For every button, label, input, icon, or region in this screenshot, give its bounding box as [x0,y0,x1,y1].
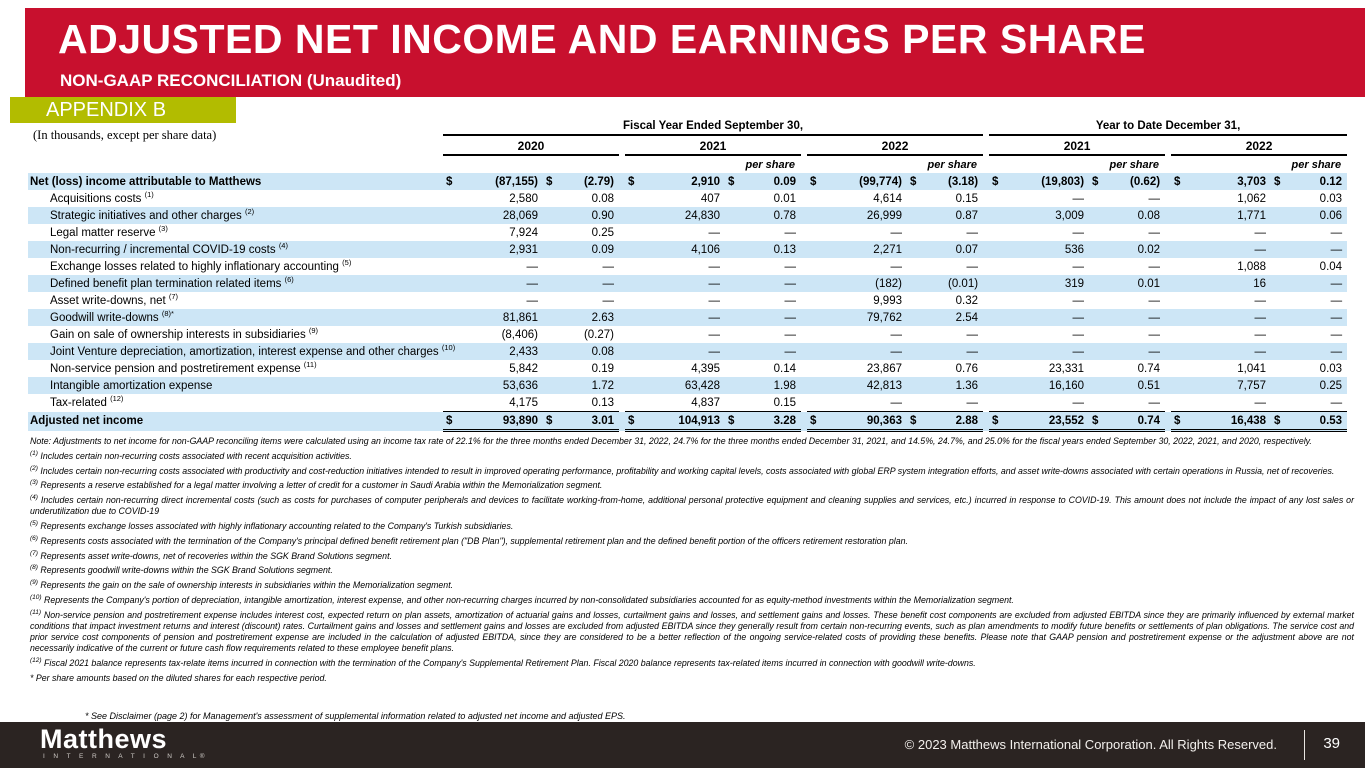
table-row [28,309,1347,326]
table-row [28,258,1347,275]
per-share-cell: — [1148,311,1161,324]
per-share-cell: — [784,226,796,239]
amount-cell: — [1072,260,1085,273]
footnote: $^{(2)}$ Includes certain non-recurring costs associated with productivity and cost-reduction initiatives intended to result in improved operating performance, profitability and working capital levels, costs associated with global ERP system integration efforts, and asset write-downs associated with certain operations in Russia, net of recoveries. [30,464,1335,476]
logo-subtext: I N T E R N A T I O N A L® [43,753,208,761]
per-share-cell: $ 0.74 [1089,412,1165,431]
copyright-text: © 2023 Matthews International Corporation. All Rights Reserved. [904,737,1277,752]
per-share-cell: $ (2.79) [546,175,614,188]
amount-cell: $ (87,155) [446,175,538,188]
fiscal-year-group-header: Fiscal Year Ended September 30, [443,119,983,135]
table-body [28,173,1347,431]
per-share-cell: 0.01 [773,192,796,205]
amount-cell: — [708,311,720,324]
amount-cell: — [526,277,538,290]
amount-cell: $ (99,774) [810,175,902,188]
amount-cell: 1,771 [1237,209,1267,222]
amount-cell: $ 23,552 [989,412,1089,431]
row-label: Defined benefit plan termination related items $^{(6)}$ [50,274,294,290]
page-subtitle: NON-GAAP RECONCILIATION (Unaudited) [60,71,402,90]
table-row [28,412,1347,431]
amount-cell: $ 16,438 [1171,412,1271,431]
amount-cell: 2,931 [509,243,538,256]
footnote: $^{(8)}$ Represents goodwill write-downs within the SGK Brand Solutions segment. [30,564,333,576]
amount-cell: — [1254,311,1267,324]
per-share-cell: 1.36 [955,379,979,392]
per-share-cell: $ 0.12 [1274,175,1343,188]
per-share-cell: — [1148,226,1161,239]
per-share-cell: — [602,294,614,307]
per-share-cell: — [1148,192,1161,205]
year-header-fy2020: 2020 [443,135,619,155]
amount-cell: — [526,294,538,307]
amount-cell: 7,924 [509,226,538,239]
amount-cell: 63,428 [684,379,720,392]
amount-cell: — [1254,345,1267,358]
per-share-cell: — [1330,311,1343,324]
per-share-cell: 0.03 [1319,362,1343,375]
row-label: Adjusted net income [30,415,144,427]
per-share-cell: 0.78 [773,209,796,222]
amount-cell: — [890,260,902,273]
footnote: $^{(11)}$ Non-service pension and postretirement expense includes interest cost, expected return on plan assets, amortization of actuarial gains and losses, curtailment gains and losses, and settlement gains and losses. These benefit cost components are excluded from adjusted EBITDA since they are primarily influenced by external market conditions that impact investment returns and interest (discount) rates. Curtailment gains and losses and settlement gains and losses are excluded from adjusted EBITDA since they generally result from certain non-recurring events, such as plan amendments to modify future benefits or settlements of plan obligations. The service cost and prior service cost components of pension and postretirement expense are included in the calculation of adjusted EBITDA, since they are considered to be a better reflection of the ongoing service-related costs of providing these benefits. Please note that GAAP pension and postretirement expense or the adjustment above are not necessarily indicative of the current or future cash flow requirements related to these employee benefit plans. [30,608,1354,654]
row-label: Net (loss) income attributable to Matthews [30,175,262,188]
disclaimer-note: * See Disclaimer (page 2) for Management's assessment of supplemental information related to adjusted net income and adjusted EPS. [85,711,626,721]
amount-cell: 4,106 [691,243,720,256]
footer-divider [1304,730,1306,760]
per-share-cell: $ (3.18) [910,175,979,188]
per-share-cell: — [1330,294,1343,307]
per-share-cell: 0.15 [955,192,979,205]
amount-cell: — [708,226,720,239]
table-row [28,241,1347,258]
per-share-header-row [28,155,1347,173]
per-share-cell: 0.04 [1319,260,1343,273]
amount-cell: — [708,277,720,290]
amount-cell: 319 [1064,277,1085,290]
page-number: 39 [1323,735,1340,752]
amount-cell: — [1254,396,1267,409]
per-share-cell: — [784,311,796,324]
amount-cell: — [708,328,720,341]
amount-cell: 28,069 [502,209,538,222]
amount-cell: — [1072,345,1085,358]
footer-bar [0,722,1365,768]
amount-cell: — [526,260,538,273]
per-share-cell: — [966,260,979,273]
amount-cell: (182) [875,277,902,290]
amount-cell: 53,636 [502,379,538,392]
per-share-cell: 0.15 [773,396,796,409]
footnote: $^{(7)}$ Represents asset write-downs, net of recoveries within the SGK Brand Solutions segment. [30,549,392,561]
per-share-cell: 0.08 [591,345,614,358]
amount-cell: — [708,260,720,273]
per-share-cell: 2.63 [591,311,614,324]
row-label: Tax-related $^{(12)}$ [50,393,124,409]
per-share-cell: 0.13 [591,396,614,409]
row-label: Exchange losses related to highly inflationary accounting $^{(5)}$ [50,257,352,273]
matthews-logo [40,725,208,760]
per-share-cell: — [1148,294,1161,307]
amount-cell: 2,580 [509,192,538,205]
per-share-cell: — [966,226,979,239]
per-share-cell: 0.09 [591,243,614,256]
amount-cell: 26,999 [866,209,902,222]
amount-cell: 79,762 [866,311,902,324]
amount-cell: $ 90,363 [807,412,907,431]
per-share-cell: (0.01) [948,277,979,290]
row-label: Legal matter reserve $^{(3)}$ [50,223,168,239]
row-label: Gain on sale of ownership interests in subsidiaries $^{(9)}$ [50,325,319,341]
per-share-cell: — [602,260,614,273]
footnote: Note: Adjustments to net income for non-GAAP reconciling items were calculated using an income tax rate of 22.1% for the three months ended December 31, 2022, 24.7% for the three months ended December 31, 2021, and 14.5%, 24.7%, and 25.0% for the fiscal years ended September 30, 2022, 2021, and 2020, respectively. [30,436,1312,446]
footnote: $^{(3)}$ Represents a reserve established for a legal matter involving a letter of credit for a customer in Saudi Arabia within the Memorialization segment. [30,479,603,491]
per-share-cell: 0.25 [1319,379,1343,392]
row-label: Intangible amortization expense [50,379,213,392]
per-share-cell: — [966,328,979,341]
amount-cell: (8,406) [501,328,538,341]
table-row [28,343,1347,360]
amount-cell: — [890,328,902,341]
amount-cell: 1,088 [1237,260,1267,273]
table-row [28,394,1347,412]
amount-cell: 23,867 [866,362,902,375]
per-share-cell: — [1330,396,1343,409]
per-share-cell: $ 0.53 [1271,412,1347,431]
per-share-cell: — [784,328,796,341]
per-share-cell: — [1330,226,1343,239]
per-share-cell: 0.51 [1137,379,1161,392]
units-note: (In thousands, except per share data) [33,128,217,142]
row-label: Strategic initiatives and other charges $^{(2)}$ [50,206,255,222]
footnote: $^{(12)}$ Fiscal 2021 balance represents tax-relate items incurred in connection with the termination of the Company's Supplemental Retirement Plan. Fiscal 2020 balance represents tax-related items incurred in connection with goodwill write-downs. [30,657,976,668]
amount-cell: 536 [1064,243,1085,256]
per-share-cell: — [1148,328,1161,341]
per-share-cell: — [1330,345,1343,358]
appendix-badge: APPENDIX B [10,97,236,123]
row-label: Joint Venture depreciation, amortization, interest expense and other charges $^{(10)}$ [50,342,456,358]
per-share-cell: 0.25 [591,226,614,239]
amount-cell: — [1072,328,1085,341]
per-share-cell: — [1330,328,1343,341]
amount-cell: 2,433 [509,345,538,358]
amount-cell: $ 104,913 [625,412,725,431]
footnote: $^{(9)}$ Represents the gain on the sale of ownership interests in subsidiaries within the Memorialization segment. [30,579,454,590]
per-share-cell: (0.27) [583,328,614,341]
title-banner [25,8,1365,97]
year-header-ytd2022: 2022 [1171,135,1347,155]
per-share-header-fy2021: per share [745,159,795,171]
footnote: $^{(4)}$ Includes certain non-recurring direct incremental costs (such as costs for purchases of computer peripherals and devices to facilitate working-from-home, additional personal protective equipment and cleaning supplies and services, etc.) incurred in response to COVID-19. This amount does not include the impact of any lost sales or underutilization due to COVID-19 [30,494,1354,517]
amount-cell: — [1072,311,1085,324]
table-row [28,377,1347,394]
amount-cell: — [708,345,720,358]
table-row [28,275,1347,292]
amount-cell: 24,830 [684,209,720,222]
table-row [28,207,1347,224]
per-share-header-ytd2022: per share [1291,159,1342,171]
amount-cell: — [890,396,902,409]
logo-wordmark: Matthews [40,724,168,754]
amount-cell: $ 3,703 [1174,175,1267,188]
amount-cell: 1,041 [1237,362,1267,375]
per-share-cell: 0.07 [955,243,979,256]
per-share-cell: $ 3.28 [725,412,801,431]
per-share-cell: 0.08 [591,192,614,205]
per-share-cell: 0.19 [591,362,614,375]
amount-cell: $ (19,803) [992,175,1085,188]
row-label: Goodwill write-downs $^{(8)*}$ [50,308,174,324]
footnote: $^{(6)}$ Represents costs associated with the termination of the Company's principal defined benefit retirement plan ("DB Plan"), supplemental retirement plan and the defined benefit portion of the officers retirement restoration plan. [30,534,908,546]
reconciliation-table [28,119,1347,432]
footnote: $^{(5)}$ Represents exchange losses associated with highly inflationary accounting related to the Company's Turkish subsidiaries. [30,520,514,531]
amount-cell: 42,813 [866,379,902,392]
per-share-cell: $ 0.09 [728,175,796,188]
per-share-cell: $ (0.62) [1092,175,1161,188]
amount-cell: $ 93,890 [443,412,543,431]
amount-cell: 4,614 [873,192,902,205]
per-share-cell: 0.06 [1319,209,1343,222]
per-share-cell: — [966,345,979,358]
amount-cell: 3,009 [1055,209,1085,222]
per-share-cell: 0.76 [955,362,979,375]
per-share-cell: — [784,294,796,307]
amount-cell: 4,395 [691,362,720,375]
amount-cell: — [708,294,720,307]
footnote: $^{(1)}$ Includes certain non-recurring costs associated with recent acquisition activities. [30,449,352,461]
per-share-cell: 1.72 [591,379,614,392]
row-label: Non-service pension and postretirement expense $^{(11)}$ [50,359,317,375]
per-share-cell: — [1330,277,1343,290]
amount-cell: 407 [700,192,720,205]
amount-cell: 9,993 [873,294,902,307]
per-share-cell: 0.14 [773,362,796,375]
year-header-ytd2021: 2021 [989,135,1165,155]
page-title: ADJUSTED NET INCOME AND EARNINGS PER SHARE [58,16,1146,62]
amount-cell: — [1254,294,1267,307]
footnote: * Per share amounts based on the diluted shares for each respective period. [30,672,327,683]
row-label: Asset write-downs, net $^{(7)}$ [50,291,179,307]
footnote: $^{(10)}$ Represents the Company's portion of depreciation, intangible amortization, interest expense, and other non-recurring charges incurred by non-consolidated subsidiaries accounted for as equity-method investments within the Memorialization segment. [30,593,1014,605]
ytd-group-header: Year to Date December 31, [989,119,1347,135]
amount-cell: $ 2,910 [628,175,720,188]
per-share-cell: 0.13 [773,243,796,256]
group-header-row [28,119,1347,135]
per-share-cell: 0.02 [1137,243,1161,256]
per-share-cell: — [1148,260,1161,273]
amount-cell: — [1072,192,1085,205]
per-share-cell: 1.98 [773,379,796,392]
row-label: Acquisitions costs $^{(1)}$ [50,189,154,205]
table-row [28,224,1347,241]
table-row [28,326,1347,343]
amount-cell: 16 [1253,277,1267,290]
amount-cell: — [1072,294,1085,307]
amount-cell: 4,837 [691,396,720,409]
table-row [28,173,1347,190]
per-share-cell: 2.54 [955,311,979,324]
per-share-cell: $ 2.88 [907,412,983,431]
amount-cell: — [1254,243,1267,256]
amount-cell: 23,331 [1048,362,1085,375]
amount-cell: 16,160 [1048,379,1085,392]
per-share-cell: 0.08 [1137,209,1161,222]
table-row [28,292,1347,309]
per-share-cell: $ 3.01 [543,412,619,431]
per-share-cell: — [784,345,796,358]
per-share-cell: — [1148,396,1161,409]
per-share-header-fy2022: per share [927,159,978,171]
year-header-fy2022: 2022 [807,135,983,155]
amount-cell: 7,757 [1237,379,1267,392]
per-share-cell: 0.03 [1319,192,1343,205]
per-share-cell: 0.32 [955,294,979,307]
amount-cell: — [890,226,902,239]
amount-cell: — [1072,226,1085,239]
per-share-cell: — [784,260,796,273]
table-row [28,360,1347,377]
per-share-cell: — [1330,243,1343,256]
amount-cell: 5,842 [509,362,538,375]
per-share-cell: 0.90 [591,209,614,222]
per-share-cell: — [966,396,979,409]
per-share-cell: 0.01 [1137,277,1161,290]
amount-cell: — [1254,328,1267,341]
amount-cell: 1,062 [1237,192,1267,205]
per-share-cell: — [784,277,796,290]
year-header-fy2021: 2021 [625,135,801,155]
amount-cell: — [890,345,902,358]
amount-cell: 81,861 [502,311,538,324]
per-share-header-ytd2021: per share [1109,159,1160,171]
per-share-header-fy2020 [443,155,619,173]
per-share-cell: 0.74 [1137,362,1161,375]
amount-cell: — [1254,226,1267,239]
per-share-cell: 0.87 [955,209,979,222]
per-share-cell: — [602,277,614,290]
amount-cell: 4,175 [509,396,538,409]
table-row [28,190,1347,207]
year-header-row [28,135,1347,155]
amount-cell: 2,271 [873,243,902,256]
footnotes [30,436,1354,688]
row-label: Non-recurring / incremental COVID-19 costs $^{(4)}$ [50,240,288,256]
amount-cell: — [1072,396,1085,409]
per-share-cell: — [1148,345,1161,358]
